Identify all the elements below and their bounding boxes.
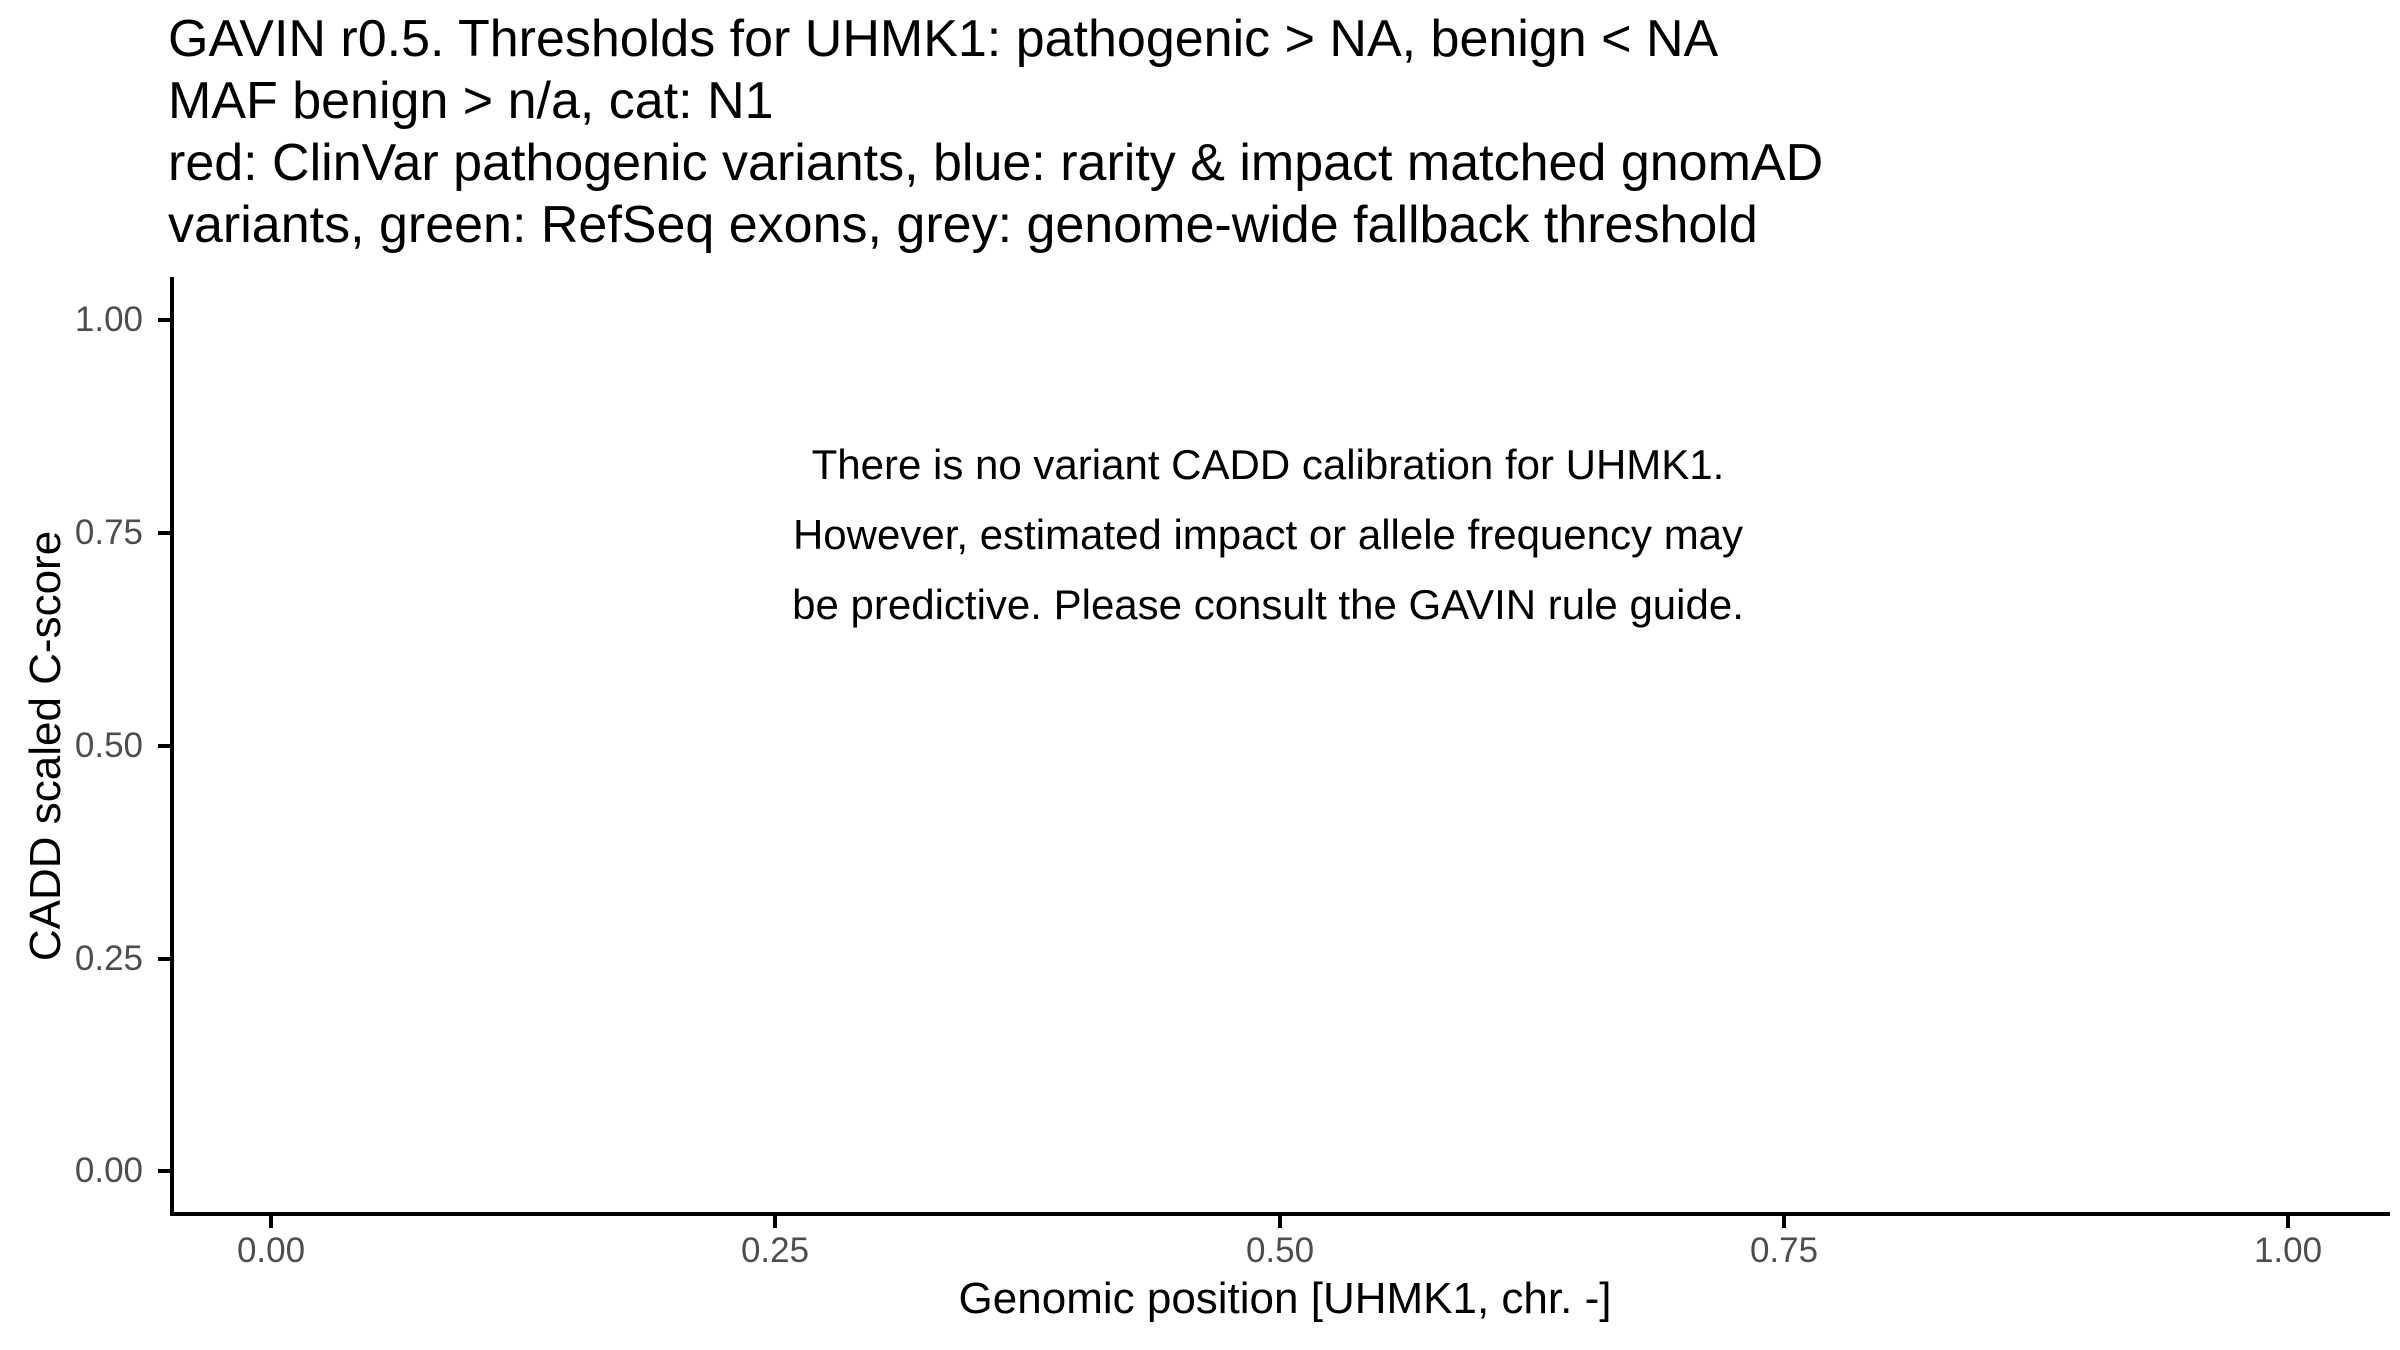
plot-title-line-2: MAF benign > n/a, cat: N1 (168, 72, 774, 130)
plot-title-line-4: variants, green: RefSeq exons, grey: genome-wide fallback threshold (168, 196, 1758, 254)
plot-title-line-1: GAVIN r0.5. Thresholds for UHMK1: pathogenic > NA, benign < NA (168, 10, 1719, 68)
plot-title (168, 8, 1823, 256)
y-tick-label: 0.50 (74, 726, 143, 765)
x-tick-label: 0.50 (1245, 1231, 1315, 1270)
x-tick-label: 0.25 (740, 1231, 810, 1270)
y-tick-mark-0.75 (158, 531, 170, 535)
x-tick-mark-0.25 (773, 1216, 777, 1228)
y-tick-mark-0.00 (158, 1169, 170, 1173)
y-tick-mark-1.00 (158, 318, 170, 322)
x-axis-title: Genomic position [UHMK1, chr. -] (958, 1274, 1612, 1323)
x-tick-label: 0.75 (1749, 1231, 1819, 1270)
x-tick-mark-0.00 (269, 1216, 273, 1228)
y-axis-line (170, 277, 174, 1216)
annotation-line-3: be predictive. Please consult the GAVIN rule guide. (792, 581, 1744, 628)
x-tick-label: 1.00 (2253, 1231, 2323, 1270)
x-tick-mark-1.00 (2286, 1216, 2290, 1228)
annotation-line-2: However, estimated impact or allele frequency may (792, 511, 1744, 558)
y-tick-label: 0.75 (74, 513, 143, 552)
y-axis-title: CADD scaled C-score (21, 530, 70, 962)
annotation-line-1: There is no variant CADD calibration for UHMK1. (811, 441, 1725, 488)
x-tick-mark-0.75 (1782, 1216, 1786, 1228)
y-tick-label: 0.25 (74, 939, 143, 978)
y-tick-label: 1.00 (74, 300, 143, 339)
x-tick-label: 0.00 (236, 1231, 306, 1270)
y-tick-mark-0.25 (158, 957, 170, 961)
y-tick-mark-0.50 (158, 744, 170, 748)
y-tick-label: 0.00 (74, 1151, 143, 1190)
x-tick-mark-0.50 (1278, 1216, 1282, 1228)
no-calibration-annotation (568, 430, 1968, 640)
plot-title-line-3: red: ClinVar pathogenic variants, blue: rarity & impact matched gnomAD (168, 134, 1824, 192)
